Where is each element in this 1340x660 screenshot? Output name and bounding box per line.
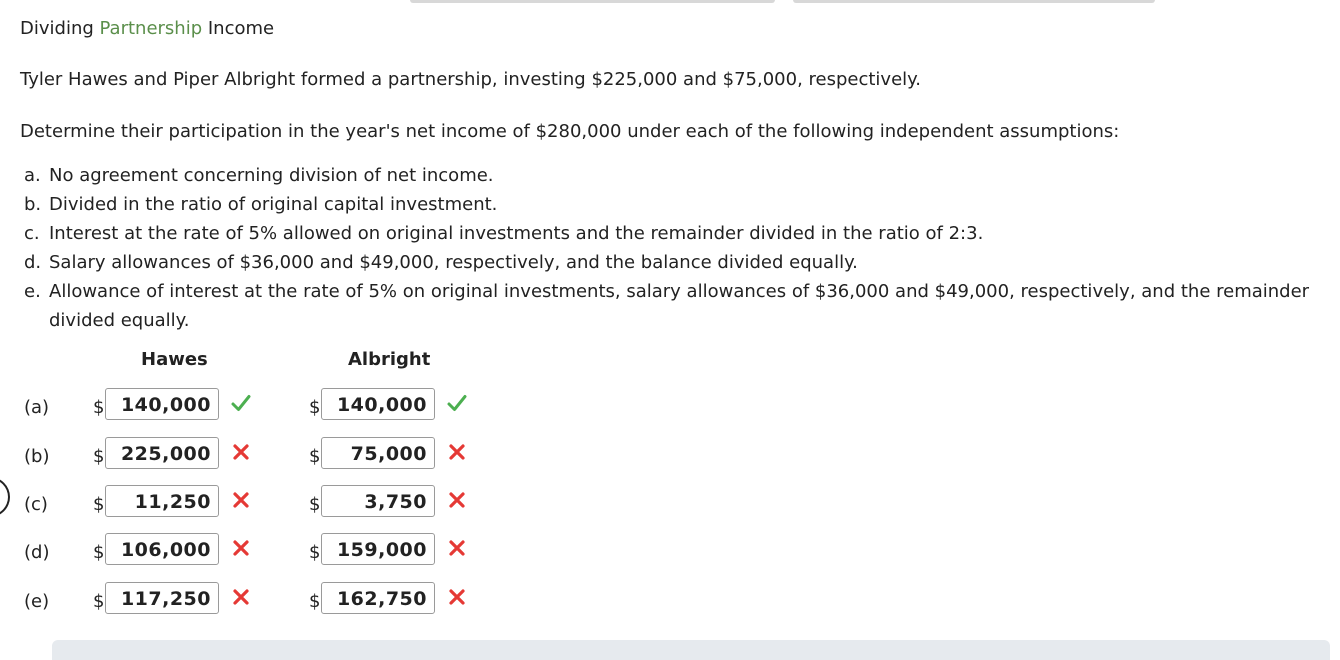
x-icon [446,489,468,511]
assumption-text: Allowance of interest at the rate of 5% on original investments, salary allowances of $36,000 and $49,000, respectively, and the remainder divided equally. [49,281,1310,331]
hawes-amount-input[interactable]: 225,000 [105,437,219,469]
column-header-albright: Albright [348,349,431,370]
problem-intro: Tyler Hawes and Piper Albright formed a partnership, investing $225,000 and $75,000, respectively. [20,69,921,90]
assumption-letter: e. [24,281,41,302]
answer-row [0,582,600,622]
currency-symbol: $ [93,446,105,467]
x-icon [230,489,252,511]
albright-amount-input[interactable]: 159,000 [321,533,435,565]
top-tab-left [410,0,775,3]
x-icon [230,586,252,608]
currency-symbol: $ [309,542,321,563]
assumption-letter: a. [24,165,41,186]
assumption-item [24,161,1314,190]
hawes-amount-input[interactable]: 106,000 [105,533,219,565]
row-label: (e) [24,591,50,612]
currency-symbol: $ [309,446,321,467]
assumption-letter: c. [24,223,40,244]
answer-row [0,533,600,573]
assumption-list [24,161,1314,335]
currency-symbol: $ [309,494,321,515]
assumption-letter: d. [24,252,42,273]
albright-amount-input[interactable]: 140,000 [321,388,435,420]
albright-amount-input[interactable]: 75,000 [321,437,435,469]
x-icon [446,441,468,463]
answer-row [0,388,600,428]
hawes-amount-input[interactable]: 117,250 [105,582,219,614]
check-icon [230,392,252,414]
x-icon [230,441,252,463]
albright-amount-input[interactable]: 162,750 [321,582,435,614]
assumption-text: No agreement concerning division of net income. [49,165,494,186]
row-label: (a) [24,397,50,418]
column-header-hawes: Hawes [141,349,208,370]
page-title: Dividing Partnership Income [20,18,275,39]
currency-symbol: $ [93,397,105,418]
x-icon [446,537,468,559]
hawes-amount-input[interactable]: 140,000 [105,388,219,420]
assumption-letter: b. [24,194,42,215]
row-label: (d) [24,542,50,563]
top-tab-right [793,0,1155,3]
bottom-panel [52,640,1330,660]
currency-symbol: $ [309,397,321,418]
check-icon [446,392,468,414]
albright-amount-input[interactable]: 3,750 [321,485,435,517]
currency-symbol: $ [93,591,105,612]
assumption-text: Interest at the rate of 5% allowed on original investments and the remainder divided in the ratio of 2:3. [49,223,984,244]
assumption-item [24,219,1314,248]
x-icon [230,537,252,559]
currency-symbol: $ [93,542,105,563]
assumption-item [24,277,1314,335]
answer-row [0,437,600,477]
currency-symbol: $ [93,494,105,515]
currency-symbol: $ [309,591,321,612]
assumption-item [24,248,1314,277]
hawes-amount-input[interactable]: 11,250 [105,485,219,517]
row-label: (c) [24,494,48,515]
x-icon [446,586,468,608]
title-keyword[interactable]: Partnership [99,18,203,39]
problem-instructions: Determine their participation in the year's net income of $280,000 under each of the following independent assumptions: [20,121,1120,142]
assumption-text: Salary allowances of $36,000 and $49,000, respectively, and the balance divided equally. [49,252,858,273]
assumption-text: Divided in the ratio of original capital investment. [49,194,498,215]
assumption-item [24,190,1314,219]
row-label: (b) [24,446,50,467]
answer-row [0,485,600,525]
